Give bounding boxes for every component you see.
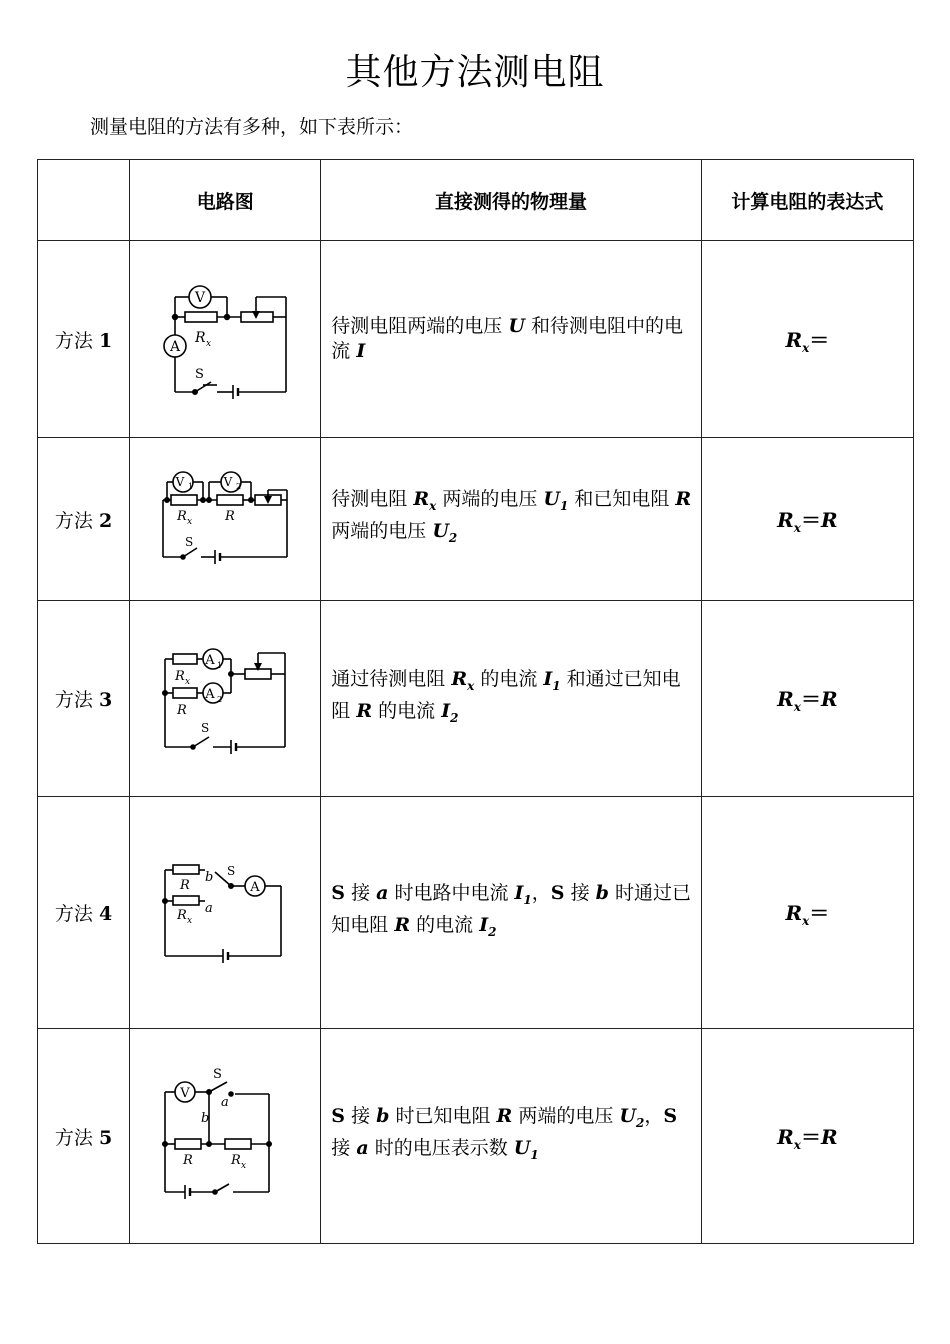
terminal-b-label: b	[205, 869, 214, 885]
desc-symbol: $U_2$	[432, 520, 458, 545]
formula-var: $R_x$	[777, 687, 801, 714]
desc-subscript: 2	[450, 710, 459, 725]
desc-text: 的电流	[372, 699, 442, 722]
page-title: 其他方法测电阻	[345, 52, 605, 93]
desc-symbol: $U_2$	[619, 1105, 645, 1130]
formula-subscript: x	[802, 340, 810, 355]
desc-symbol: $R_x$	[413, 488, 437, 513]
rx-sub: x	[206, 339, 212, 349]
desc-symbol: $R_x$	[451, 667, 475, 693]
circuit-diagram-2	[130, 438, 321, 601]
desc-symbol: a	[356, 1137, 369, 1159]
desc-text: 时的电压表示数	[368, 1137, 514, 1159]
table-row	[38, 1029, 914, 1244]
voltmeter-label: V	[180, 1086, 190, 1101]
quantities-4	[321, 797, 701, 1029]
quantities-1	[321, 241, 701, 438]
desc-subscript: 1	[552, 678, 561, 693]
desc-subscript: x	[429, 499, 437, 513]
method-name	[38, 601, 130, 797]
desc-text: 时已知电阻	[389, 1105, 497, 1128]
circuit-diagram-5	[130, 1029, 321, 1244]
rx-label: R	[177, 509, 187, 524]
desc-text: 待测电阻两端的电压	[331, 315, 509, 337]
method-name	[38, 438, 130, 601]
desc-subscript: 1	[523, 892, 532, 907]
rx-label: R	[231, 1153, 241, 1168]
desc-symbol: I	[356, 340, 366, 362]
rx-sub: x	[187, 517, 193, 527]
voltmeter-label: V	[195, 290, 206, 306]
desc-symbol: a	[376, 881, 389, 904]
switch-label: S	[201, 720, 210, 735]
method-label: 方法	[54, 509, 93, 532]
desc-text: 和通过已知电阻	[331, 667, 681, 722]
circuit-diagram-1	[130, 241, 321, 438]
table-row	[38, 797, 914, 1029]
desc-symbol: b	[595, 881, 609, 904]
rx-sub: x	[241, 1161, 247, 1171]
desc-text: ，	[531, 881, 551, 904]
method-name	[38, 1029, 130, 1244]
desc-switch-symbol: S	[331, 1105, 346, 1128]
desc-subscript: 1	[530, 1147, 539, 1162]
desc-text: 接	[564, 881, 596, 904]
formula-var: $R_x$	[777, 1124, 801, 1152]
desc-switch-symbol: S	[663, 1105, 678, 1128]
method-name	[38, 797, 130, 1029]
intro-text: 测量电阻的方法有多种，如下表所示：	[90, 116, 414, 138]
circuit-3-svg	[155, 637, 295, 757]
desc-text: 接	[331, 1137, 357, 1159]
desc-symbol: $I_2$	[479, 913, 497, 939]
rx-label: R	[175, 668, 185, 684]
formula-2	[701, 438, 913, 601]
desc-subscript: x	[467, 678, 475, 693]
circuit-diagram-3	[130, 601, 321, 797]
desc-text: 接	[345, 881, 377, 904]
a1-sub: 1	[217, 660, 223, 670]
rx-sub: x	[187, 915, 193, 926]
desc-text: 接	[345, 1105, 377, 1128]
formula-rhs: R	[820, 1124, 838, 1149]
rx-label: R	[195, 330, 206, 346]
formula-subscript: x	[793, 1137, 801, 1152]
desc-symbol: R	[496, 1105, 513, 1128]
v1-label: V	[175, 475, 185, 489]
method-name	[38, 241, 130, 438]
method-label: 方法	[54, 1126, 93, 1149]
desc-text: 时通过已知电阻	[331, 881, 691, 936]
rx-label: R	[177, 907, 187, 923]
desc-text: 的电流	[474, 667, 544, 690]
header-circuit: 电路图	[130, 160, 321, 241]
formula-subscript: x	[793, 520, 801, 535]
header-quantities: 直接测得的物理量	[321, 160, 701, 241]
circuit-5-svg	[155, 1064, 295, 1204]
method-number: 4	[98, 903, 113, 925]
switch-label: S	[185, 535, 194, 549]
desc-subscript: 2	[488, 924, 497, 939]
terminal-a-label: a	[221, 1095, 229, 1110]
method-number: 1	[98, 329, 113, 352]
a2-sub: 2	[217, 694, 223, 704]
a1-label: A	[205, 652, 215, 668]
desc-symbol: $I_1$	[543, 667, 561, 693]
r-label: R	[180, 877, 190, 893]
desc-text: 两端的电压	[512, 1105, 620, 1128]
table-header-row	[38, 160, 914, 241]
formula-var: $R_x$	[777, 507, 801, 535]
formula-equals: ＝	[800, 1124, 821, 1149]
desc-switch-symbol: S	[331, 881, 346, 904]
circuit-diagram-4	[130, 797, 321, 1029]
terminal-a-label: a	[205, 900, 213, 916]
desc-text: 的电流	[410, 913, 480, 936]
desc-text: 时电路中电流	[388, 881, 515, 904]
desc-switch-symbol: S	[550, 881, 565, 904]
table-row	[38, 241, 914, 438]
formula-equals: ＝	[809, 327, 830, 352]
desc-symbol: R	[356, 699, 373, 722]
desc-text: 待测电阻	[331, 488, 414, 511]
v2-label: V	[223, 475, 233, 489]
terminal-b-label: b	[201, 1111, 210, 1126]
desc-symbol: R	[394, 913, 411, 936]
methods-table	[37, 159, 914, 1244]
desc-text: 通过待测电阻	[331, 667, 452, 690]
circuit-2-svg	[155, 462, 295, 572]
formula-rhs: R	[820, 687, 838, 711]
circuit-1-svg	[155, 267, 295, 407]
header-expression: 计算电阻的表达式	[701, 160, 913, 241]
desc-text: ，	[644, 1105, 664, 1128]
method-number: 2	[98, 509, 113, 532]
method-label: 方法	[54, 689, 93, 711]
desc-symbol: $U_1$	[513, 1137, 539, 1162]
formula-var: $R_x$	[785, 901, 810, 928]
desc-text: 两端的电压	[331, 520, 433, 542]
r-label: R	[225, 509, 235, 524]
desc-symbol: $I_2$	[441, 699, 459, 725]
formula-equals: ＝	[809, 901, 830, 925]
desc-subscript: 2	[635, 1116, 645, 1130]
method-label: 方法	[54, 903, 93, 925]
formula-rhs: R	[820, 507, 838, 532]
ammeter-label: A	[170, 339, 181, 355]
ammeter-label: A	[250, 879, 260, 895]
rx-sub: x	[185, 676, 191, 687]
desc-subscript: 1	[559, 499, 569, 513]
table-row	[38, 438, 914, 601]
desc-text: 两端的电压	[436, 488, 544, 511]
desc-symbol: $U_1$	[543, 488, 569, 513]
circuit-4-svg	[155, 856, 295, 966]
formula-subscript: x	[802, 914, 810, 928]
quantities-3	[321, 601, 701, 797]
formula-var: $R_x$	[785, 327, 810, 355]
switch-label: S	[227, 863, 236, 878]
quantities-5	[321, 1029, 701, 1244]
formula-1	[701, 241, 913, 438]
formula-equals: ＝	[800, 687, 821, 711]
switch-label: S	[213, 1067, 223, 1082]
method-label: 方法	[54, 329, 93, 352]
r-label: R	[177, 702, 187, 718]
desc-text: 和已知电阻	[568, 488, 676, 511]
header-blank	[38, 160, 130, 241]
r-label: R	[183, 1153, 193, 1168]
formula-4	[701, 797, 913, 1029]
desc-symbol: U	[508, 315, 525, 337]
formula-3	[701, 601, 913, 797]
v2-sub: 2	[236, 482, 242, 491]
switch-label: S	[195, 367, 205, 382]
v1-sub: 1	[188, 482, 194, 491]
method-number: 3	[98, 689, 113, 711]
desc-symbol: R	[675, 488, 692, 511]
desc-symbol: b	[376, 1105, 390, 1128]
desc-symbol: $I_1$	[514, 881, 532, 907]
desc-subscript: 2	[448, 530, 458, 545]
formula-5	[701, 1029, 913, 1244]
formula-subscript: x	[793, 700, 801, 714]
a2-label: A	[205, 686, 215, 702]
formula-equals: ＝	[800, 507, 821, 532]
table-row	[38, 601, 914, 797]
method-number: 5	[98, 1126, 113, 1149]
quantities-2	[321, 438, 701, 601]
desc-text: 和待测电阻中的电流	[331, 315, 683, 362]
